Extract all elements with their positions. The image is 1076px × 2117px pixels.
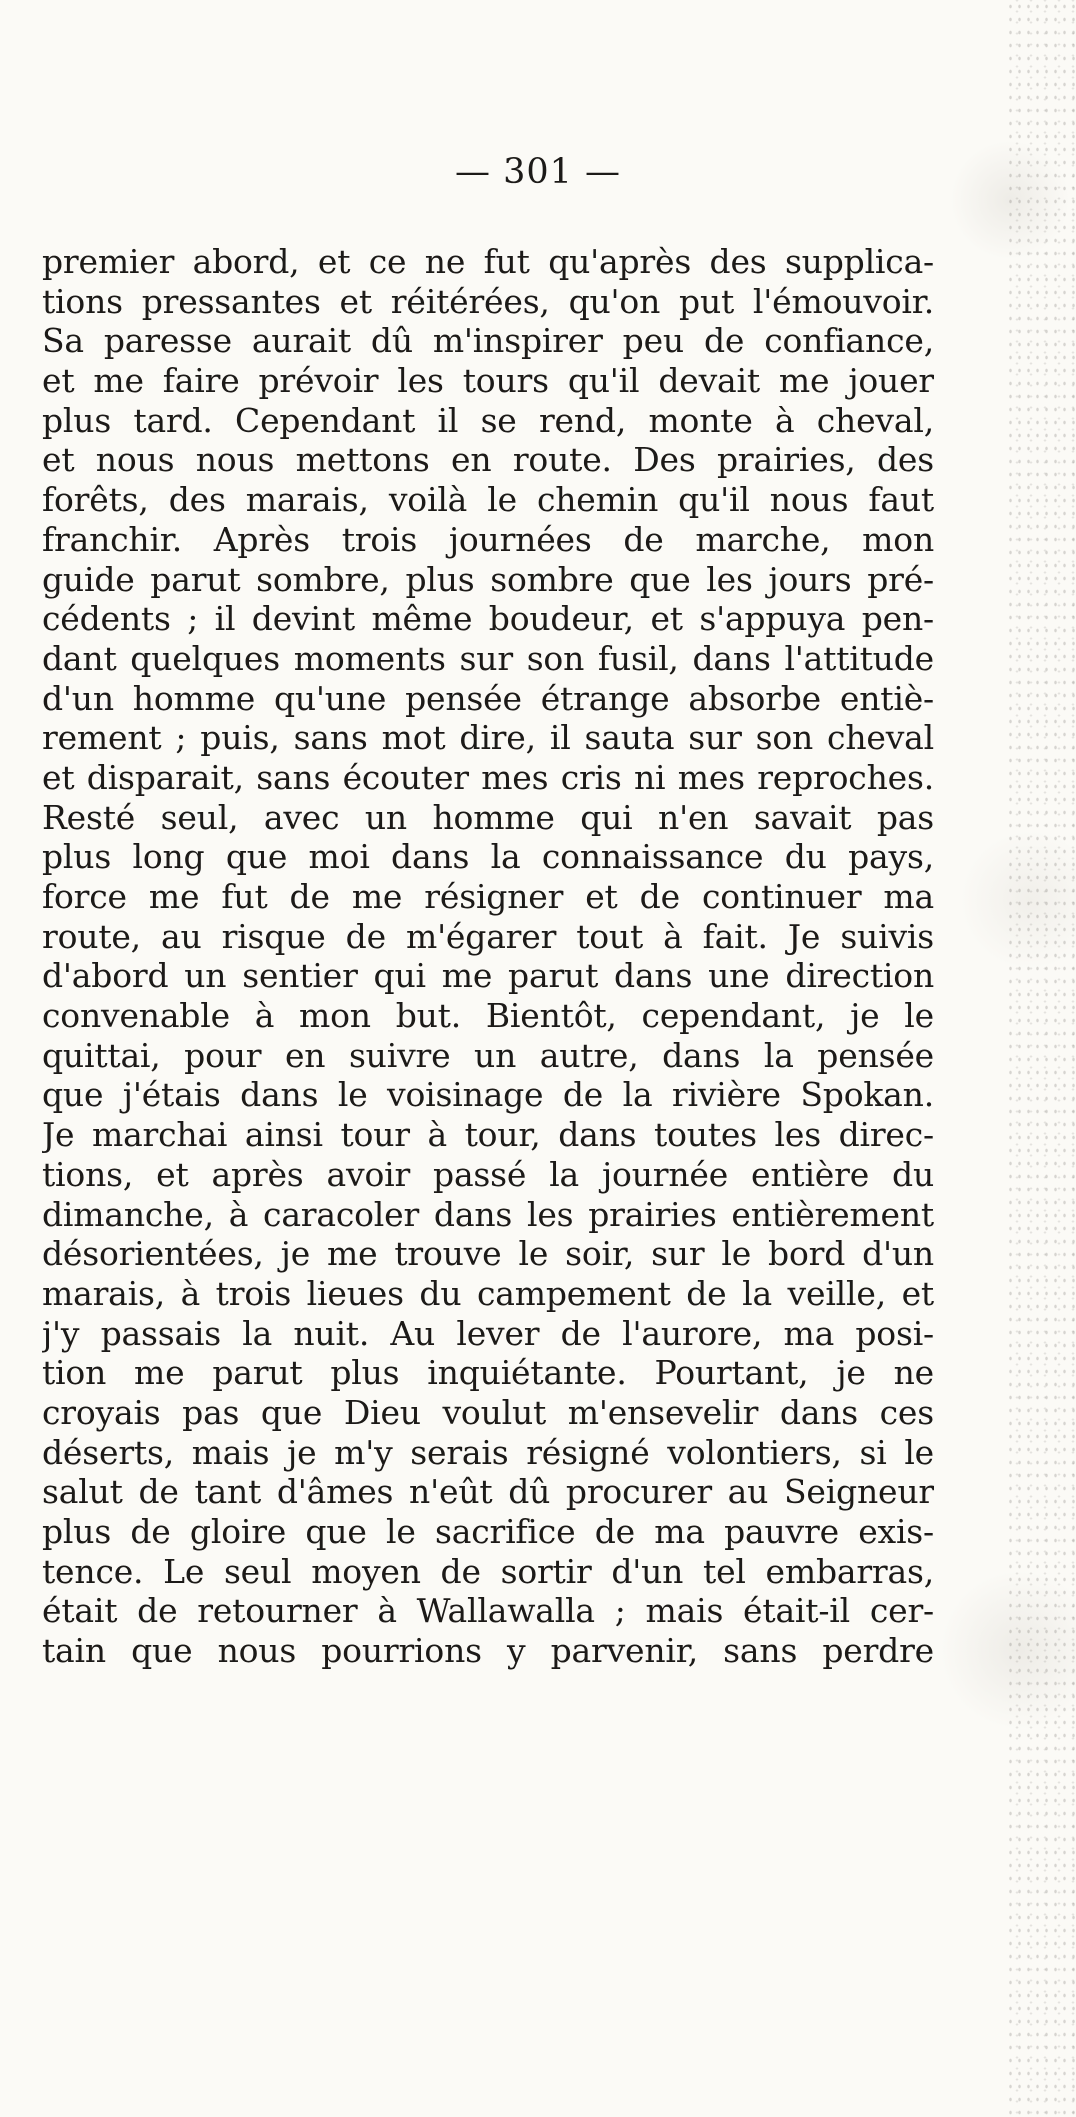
- text-line: convenable à mon but. Bientôt, cependant, je le: [42, 996, 934, 1036]
- text-line: tions, et après avoir passé la journée entière du: [42, 1154, 934, 1194]
- text-line: et me faire prévoir les tours qu'il devait me jouer: [42, 361, 934, 401]
- text-line: plus tard. Cependant il se rend, monte à cheval,: [42, 400, 934, 440]
- text-line: plus long que moi dans la connaissance du pays,: [42, 837, 934, 877]
- text-line: était de retourner à Wallawalla ; mais était-il cer-: [42, 1591, 934, 1631]
- text-line: premier abord, et ce ne fut qu'après des supplica-: [42, 242, 934, 281]
- text-line: dant quelques moments sur son fusil, dans l'attitude: [42, 638, 934, 678]
- text-line: d'un homme qu'une pensée étrange absorbe entiè-: [42, 678, 934, 718]
- text-line: déserts, mais je m'y serais résigné volontiers, si le: [42, 1432, 934, 1472]
- text-line: cédents ; il devint même boudeur, et s'appuya pen-: [42, 599, 934, 639]
- text-line: forêts, des marais, voilà le chemin qu'il nous faut: [42, 480, 934, 520]
- body-text: [42, 242, 934, 1671]
- text-line: franchir. Après trois journées de marche, mon: [42, 519, 934, 559]
- text-line: Sa paresse aurait dû m'inspirer peu de confiance,: [42, 321, 934, 361]
- text-line: tain que nous pourrions y parvenir, sans perdre: [42, 1631, 934, 1671]
- text-line: tions pressantes et réitérées, qu'on put l'émouvoir.: [42, 281, 934, 321]
- text-line: croyais pas que Dieu voulut m'ensevelir dans ces: [42, 1392, 934, 1432]
- text-line: Resté seul, avec un homme qui n'en savait pas: [42, 797, 934, 837]
- text-line: et disparait, sans écouter mes cris ni mes reproches.: [42, 757, 934, 797]
- text-line: tence. Le seul moyen de sortir d'un tel embarras,: [42, 1551, 934, 1591]
- edge-speckle-decoration: [1006, 0, 1076, 2117]
- text-line: que j'étais dans le voisinage de la rivière Spokan.: [42, 1075, 934, 1115]
- text-line: Je marchai ainsi tour à tour, dans toutes les direc-: [42, 1115, 934, 1155]
- text-line: quittai, pour en suivre un autre, dans la pensée: [42, 1035, 934, 1075]
- text-line: marais, à trois lieues du campement de la veille, et: [42, 1273, 934, 1313]
- text-line: plus de gloire que le sacrifice de ma pauvre exis-: [42, 1512, 934, 1551]
- text-line: dimanche, à caracoler dans les prairies entièrement: [42, 1194, 934, 1234]
- text-line: j'y passais la nuit. Au lever de l'aurore, ma posi-: [42, 1313, 934, 1353]
- page-number: — 301 —: [454, 152, 622, 192]
- text-line: d'abord un sentier qui me parut dans une direction: [42, 956, 934, 996]
- text-line: salut de tant d'âmes n'eût dû procurer au Seigneur: [42, 1472, 934, 1512]
- text-line: route, au risque de m'égarer tout à fait. Je suivis: [42, 916, 934, 956]
- text-line: tion me parut plus inquiétante. Pourtant, je ne: [42, 1353, 934, 1393]
- text-line: désorientées, je me trouve le soir, sur le bord d'un: [42, 1234, 934, 1274]
- text-line: et nous nous mettons en route. Des prairies, des: [42, 440, 934, 480]
- text-line: force me fut de me résigner et de continuer ma: [42, 877, 934, 916]
- text-line: rement ; puis, sans mot dire, il sauta sur son cheval: [42, 718, 934, 758]
- text-line: guide parut sombre, plus sombre que les jours pré-: [42, 559, 934, 599]
